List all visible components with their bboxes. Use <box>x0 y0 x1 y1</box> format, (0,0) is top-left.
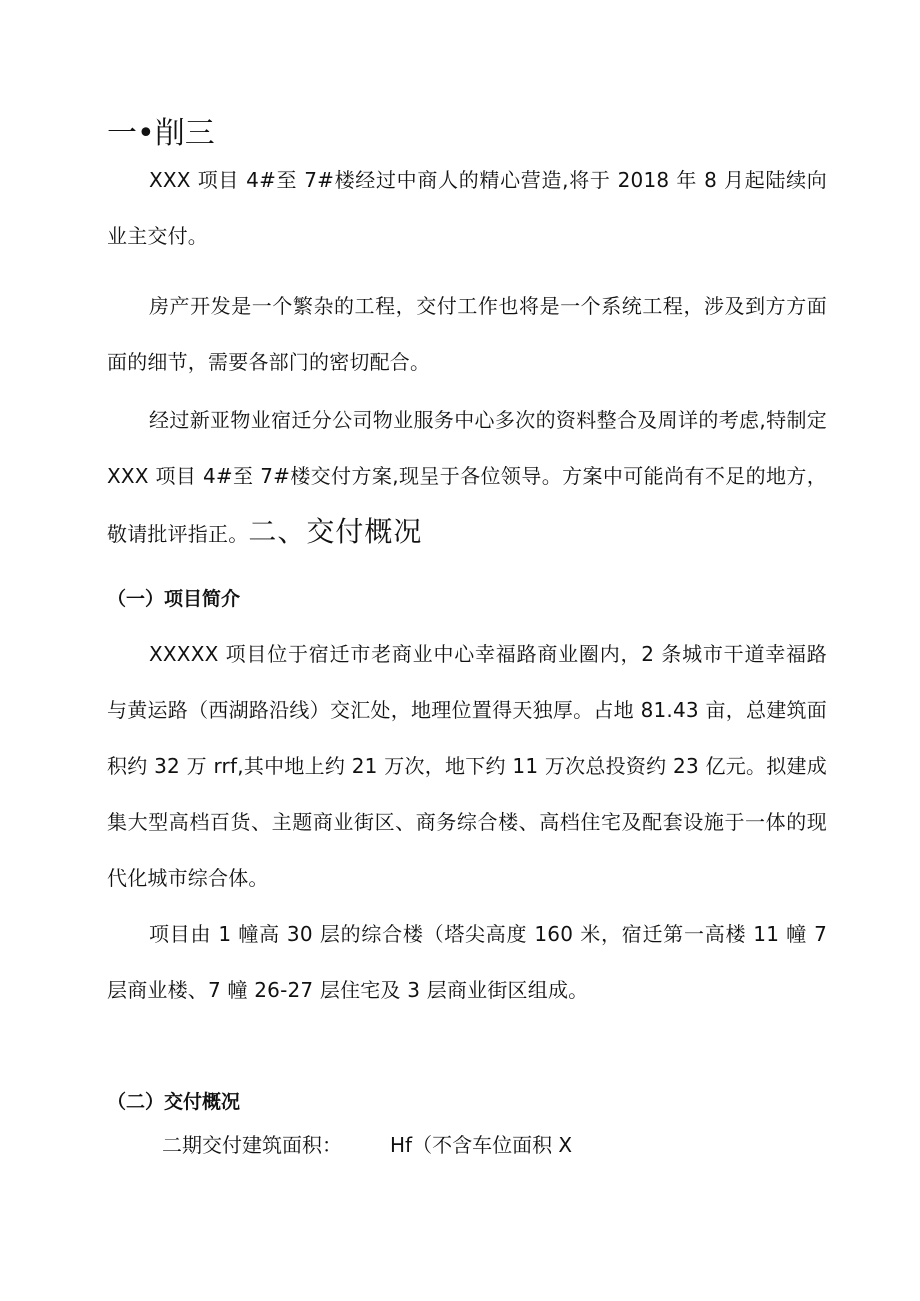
subsection-heading-delivery-overview: （二）交付概况 <box>107 1091 241 1113</box>
delivery-area-value: Hf（不含车位面积 X <box>390 1133 573 1157</box>
section-heading-overview: 二、交付概况 <box>248 515 423 548</box>
delivery-area-label: 二期交付建筑面积： <box>162 1133 342 1157</box>
intro-paragraph-3-text: 经过新亚物业宿迁分公司物业服务中心多次的资料整合及周详的考虑,特制定 XXX 项目 4#至 7#楼交付方案,现呈于各位领导。方案中可能尚有不足的地方，敬请批评指正。 <box>107 408 827 546</box>
intro-paragraph-1: XXX 项目 4#至 7#楼经过中商人的精心营造,将于 2018 年 8 月起陆续向业主交付。 <box>107 168 827 248</box>
section-heading-preface: 一•削三 <box>107 116 215 151</box>
delivery-area-row <box>162 1128 572 1162</box>
project-intro-paragraph-1: XXXXX 项目位于宿迁市老商业中心幸福路商业圈内，2 条城市干道幸福路与黄运路（西湖路沿线）交汇处，地理位置得天独厚。占地 81.43 亩，总建筑面积约 32 万 rrf,其中地上约 21 万次，地下约 11 万次总投资约 23 亿元。拟建成集大型高档百货、主题商业街区、商务综合楼、高档住宅及配套设施于一体的现代化城市综合体。 <box>107 642 827 890</box>
project-intro-paragraph-2: 项目由 1 幢高 30 层的综合楼（塔尖高度 160 米，宿迁第一高楼 11 幢 7 层商业楼、7 幢 26-27 层住宅及 3 层商业街区组成。 <box>107 922 827 1002</box>
subsection-heading-project-intro: （一）项目简介 <box>107 588 241 610</box>
intro-paragraph-3 <box>107 392 827 562</box>
intro-paragraph-2: 房产开发是一个繁杂的工程，交付工作也将是一个系统工程，涉及到方方面面的细节，需要各部门的密切配合。 <box>107 294 827 374</box>
